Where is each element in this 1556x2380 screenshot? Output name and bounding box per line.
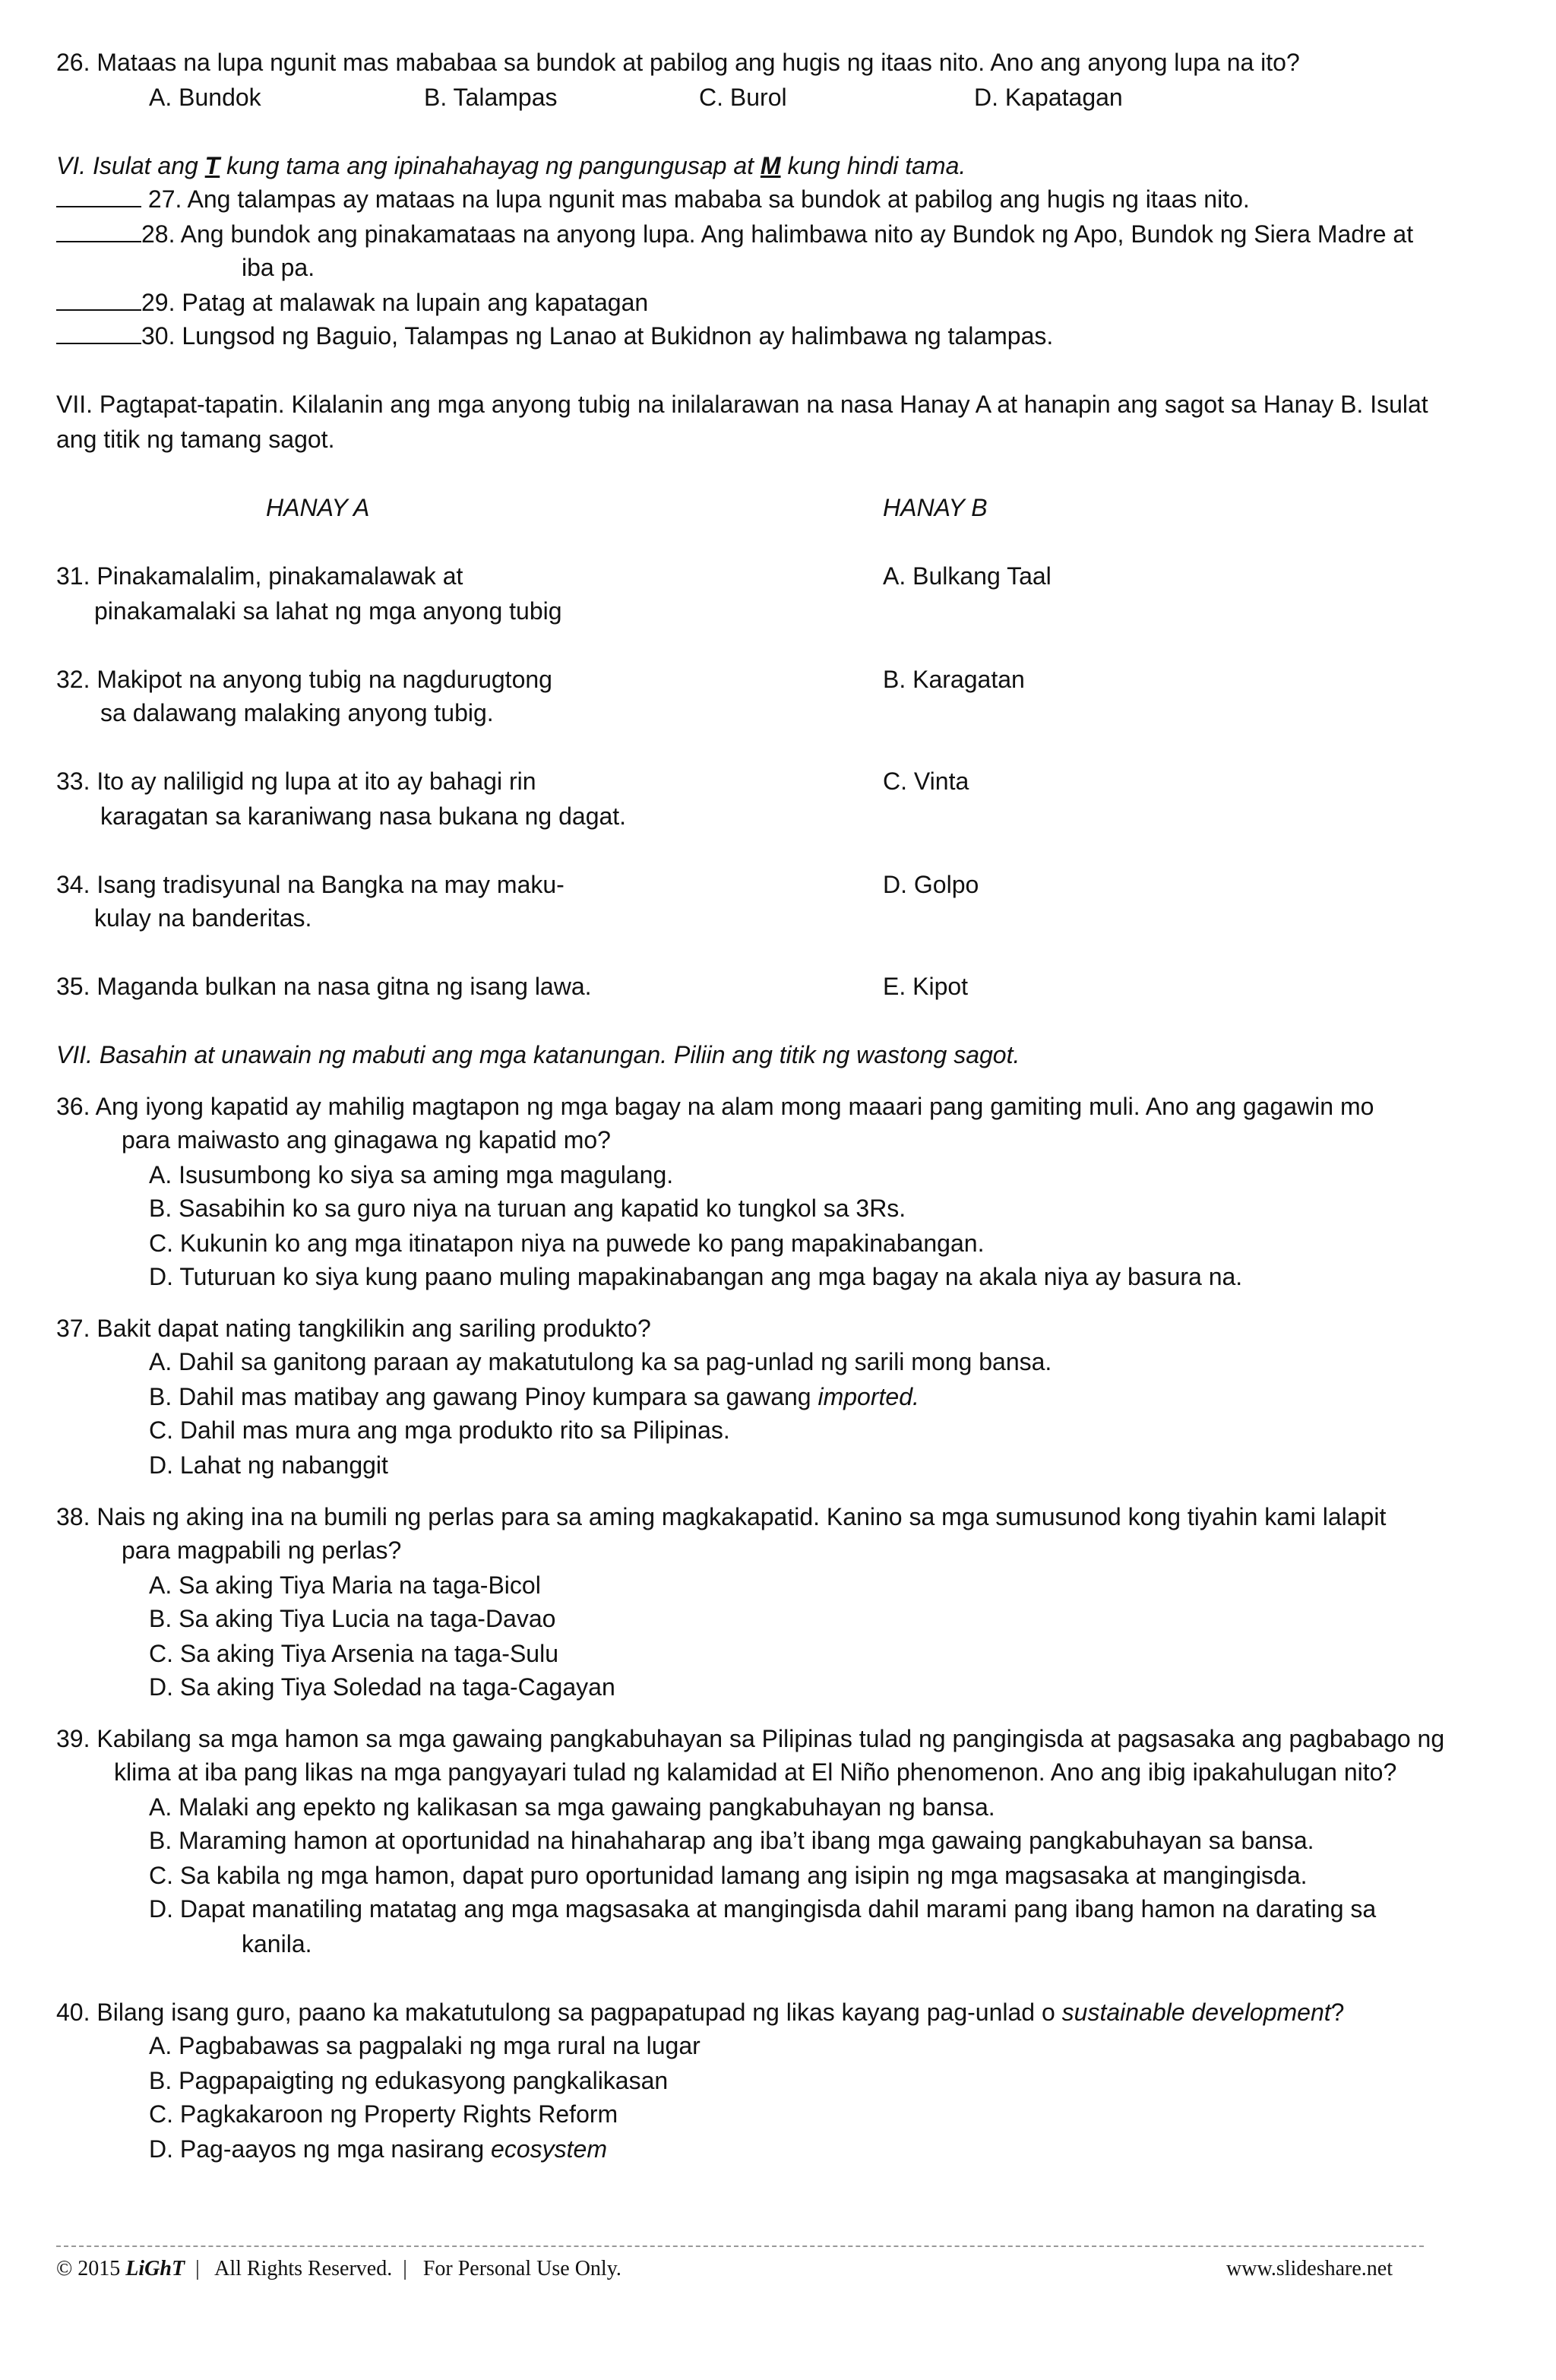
item-34-line-2: kulay na banderitas.: [94, 904, 312, 932]
item-33-line-1: 33. Ito ay naliligid ng lupa at ito ay bahagi rin: [56, 767, 536, 795]
q37-option-a: A. Dahil sa ganitong paraan ay makatutulong ka sa pag-unlad ng sarili mong bansa.: [149, 1348, 1052, 1375]
question-40: 40. Bilang isang guro, paano ka makatutulong sa pagpapatupad ng likas kayang pag-unlad o sustainable development?: [56, 1999, 1345, 2026]
item-31-line-2: pinakamalaki sa lahat ng mga anyong tubig: [94, 597, 562, 625]
section-6-instruction: VI. Isulat ang T kung tama ang ipinahahayag ng pangungusap at M kung hindi tama.: [56, 152, 966, 179]
q36-option-a: A. Isusumbong ko siya sa aming mga magulang.: [149, 1161, 674, 1188]
q40-option-d: D. Pag-aayos ng mga nasirang ecosystem: [149, 2135, 607, 2163]
question-26: 26. Mataas na lupa ngunit mas mababaa sa bundok at pabilog ang hugis ng itaas nito. Ano ang anyong lupa na ito?: [56, 49, 1300, 76]
q40-option-b: B. Pagpapaigting ng edukasyong pangkalikasan: [149, 2067, 669, 2094]
item-34-line-1: 34. Isang tradisyunal na Bangka na may maku-: [56, 871, 565, 898]
q39-option-a: A. Malaki ang epekto ng kalikasan sa mga gawaing pangkabuhayan ng bansa.: [149, 1793, 995, 1821]
footer-divider: [56, 2245, 1424, 2247]
q38-option-b: B. Sa aking Tiya Lucia na taga-Davao: [149, 1605, 556, 1632]
question-36-line-2: para maiwasto ang ginagawa ng kapatid mo?: [122, 1126, 611, 1154]
item-33-line-2: karagatan sa karaniwang nasa bukana ng dagat.: [100, 802, 627, 830]
item-27: 27. Ang talampas ay mataas na lupa ngunit mas mababa sa bundok at pabilog ang hugis ng itaas nito.: [56, 182, 1250, 216]
q39-option-c: C. Sa kabila ng mga hamon, dapat puro oportunidad lamang ang isipin ng mga magsasaka at mangingisda.: [149, 1862, 1308, 1889]
q38-option-c: C. Sa aking Tiya Arsenia na taga-Sulu: [149, 1640, 558, 1667]
q40-option-c: C. Pagkakaroon ng Property Rights Reform: [149, 2100, 618, 2128]
q37-option-d: D. Lahat ng nabanggit: [149, 1451, 388, 1479]
item-28-continued: iba pa.: [242, 254, 315, 281]
item-35: 35. Maganda bulkan na nasa gitna ng isang lawa.: [56, 973, 592, 1000]
hanay-b-heading: HANAY B: [883, 494, 988, 521]
choice-e: E. Kipot: [883, 973, 969, 1000]
q37-option-b: B. Dahil mas matibay ang gawang Pinoy kumpara sa gawang imported.: [149, 1383, 919, 1410]
question-39-line-2: klima at iba pang likas na mga pangyayari tulad ng kalamidad at El Niño phenomenon. Ano ang ibig ipakahulugan nito?: [114, 1758, 1397, 1786]
q36-option-b: B. Sasabihin ko sa guro niya na turuan ang kapatid ko tungkol sa 3Rs.: [149, 1195, 906, 1222]
q36-option-c: C. Kukunin ko ang mga itinatapon niya na puwede ko pang mapakinabangan.: [149, 1230, 985, 1257]
choice-a: A. Bulkang Taal: [883, 562, 1052, 590]
item-29: 29. Patag at malawak na lupain ang kapatagan: [56, 286, 648, 319]
q36-option-d: D. Tuturuan ko siya kung paano muling mapakinabangan ang mga bagay na akala niya ay basura na.: [149, 1263, 1243, 1290]
footer-site-link[interactable]: www.slideshare.net: [1226, 2257, 1393, 2280]
question-38-line-1: 38. Nais ng aking ina na bumili ng perlas para sa aming magkakapatid. Kanino sa mga sumusunod kong tiyahin kami lalapit: [56, 1503, 1387, 1530]
q37-option-c: C. Dahil mas mura ang mga produkto rito sa Pilipinas.: [149, 1416, 730, 1444]
item-31-line-1: 31. Pinakamalalim, pinakamalawak at: [56, 562, 463, 590]
section-7-instruction-line-1: VII. Pagtapat-tapatin. Kilalanin ang mga anyong tubig na inilalarawan na nasa Hanay A at hanapin ang sagot sa Hanay B. Isulat: [56, 391, 1428, 418]
q38-option-d: D. Sa aking Tiya Soledad na taga-Cagayan: [149, 1673, 615, 1701]
q39-option-d-continued: kanila.: [242, 1930, 312, 1957]
q26-option-b: B. Talampas: [424, 84, 558, 111]
question-38-line-2: para magpabili ng perlas?: [122, 1537, 402, 1564]
section-7-instruction-line-2: ang titik ng tamang sagot.: [56, 426, 335, 453]
q26-option-d: D. Kapatagan: [974, 84, 1123, 111]
choice-b: B. Karagatan: [883, 666, 1025, 693]
question-36-line-1: 36. Ang iyong kapatid ay mahilig magtapon ng mga bagay na alam mong maaari pang gamiting muli. Ano ang gagawin mo: [56, 1093, 1374, 1120]
q39-option-b: B. Maraming hamon at oportunidad na hinahaharap ang iba’t ibang mga gawaing pangkabuhayan sa bansa.: [149, 1827, 1314, 1854]
item-28: 28. Ang bundok ang pinakamataas na anyong lupa. Ang halimbawa nito ay Bundok ng Apo, Bundok ng Siera Madre at: [56, 217, 1413, 251]
item-30: 30. Lungsod ng Baguio, Talampas ng Lanao at Bukidnon ay halimbawa ng talampas.: [56, 319, 1053, 353]
question-37: 37. Bakit dapat nating tangkilikin ang sariling produkto?: [56, 1315, 651, 1342]
q26-option-a: A. Bundok: [149, 84, 261, 111]
q26-option-c: C. Burol: [699, 84, 787, 111]
item-32-line-1: 32. Makipot na anyong tubig na nagdurugtong: [56, 666, 552, 693]
item-32-line-2: sa dalawang malaking anyong tubig.: [100, 699, 494, 726]
choice-c: C. Vinta: [883, 767, 969, 795]
choice-d: D. Golpo: [883, 871, 979, 898]
q38-option-a: A. Sa aking Tiya Maria na taga-Bicol: [149, 1571, 541, 1599]
hanay-a-heading: HANAY A: [266, 494, 370, 521]
footer-copyright: © 2015 LiGhT | All Rights Reserved. | For Personal Use Only.: [56, 2257, 621, 2280]
question-39-line-1: 39. Kabilang sa mga hamon sa mga gawaing pangkabuhayan sa Pilipinas tulad ng pangingisda at pagsasaka ang pagbabago ng: [56, 1725, 1445, 1752]
q39-option-d: D. Dapat manatiling matatag ang mga magsasaka at mangingisda dahil marami pang ibang hamon na darating sa: [149, 1895, 1377, 1923]
q40-option-a: A. Pagbabawas sa pagpalaki ng mga rural na lugar: [149, 2032, 701, 2059]
section-8-instruction: VII. Basahin at unawain ng mabuti ang mga katanungan. Piliin ang titik ng wastong sagot.: [56, 1041, 1020, 1068]
